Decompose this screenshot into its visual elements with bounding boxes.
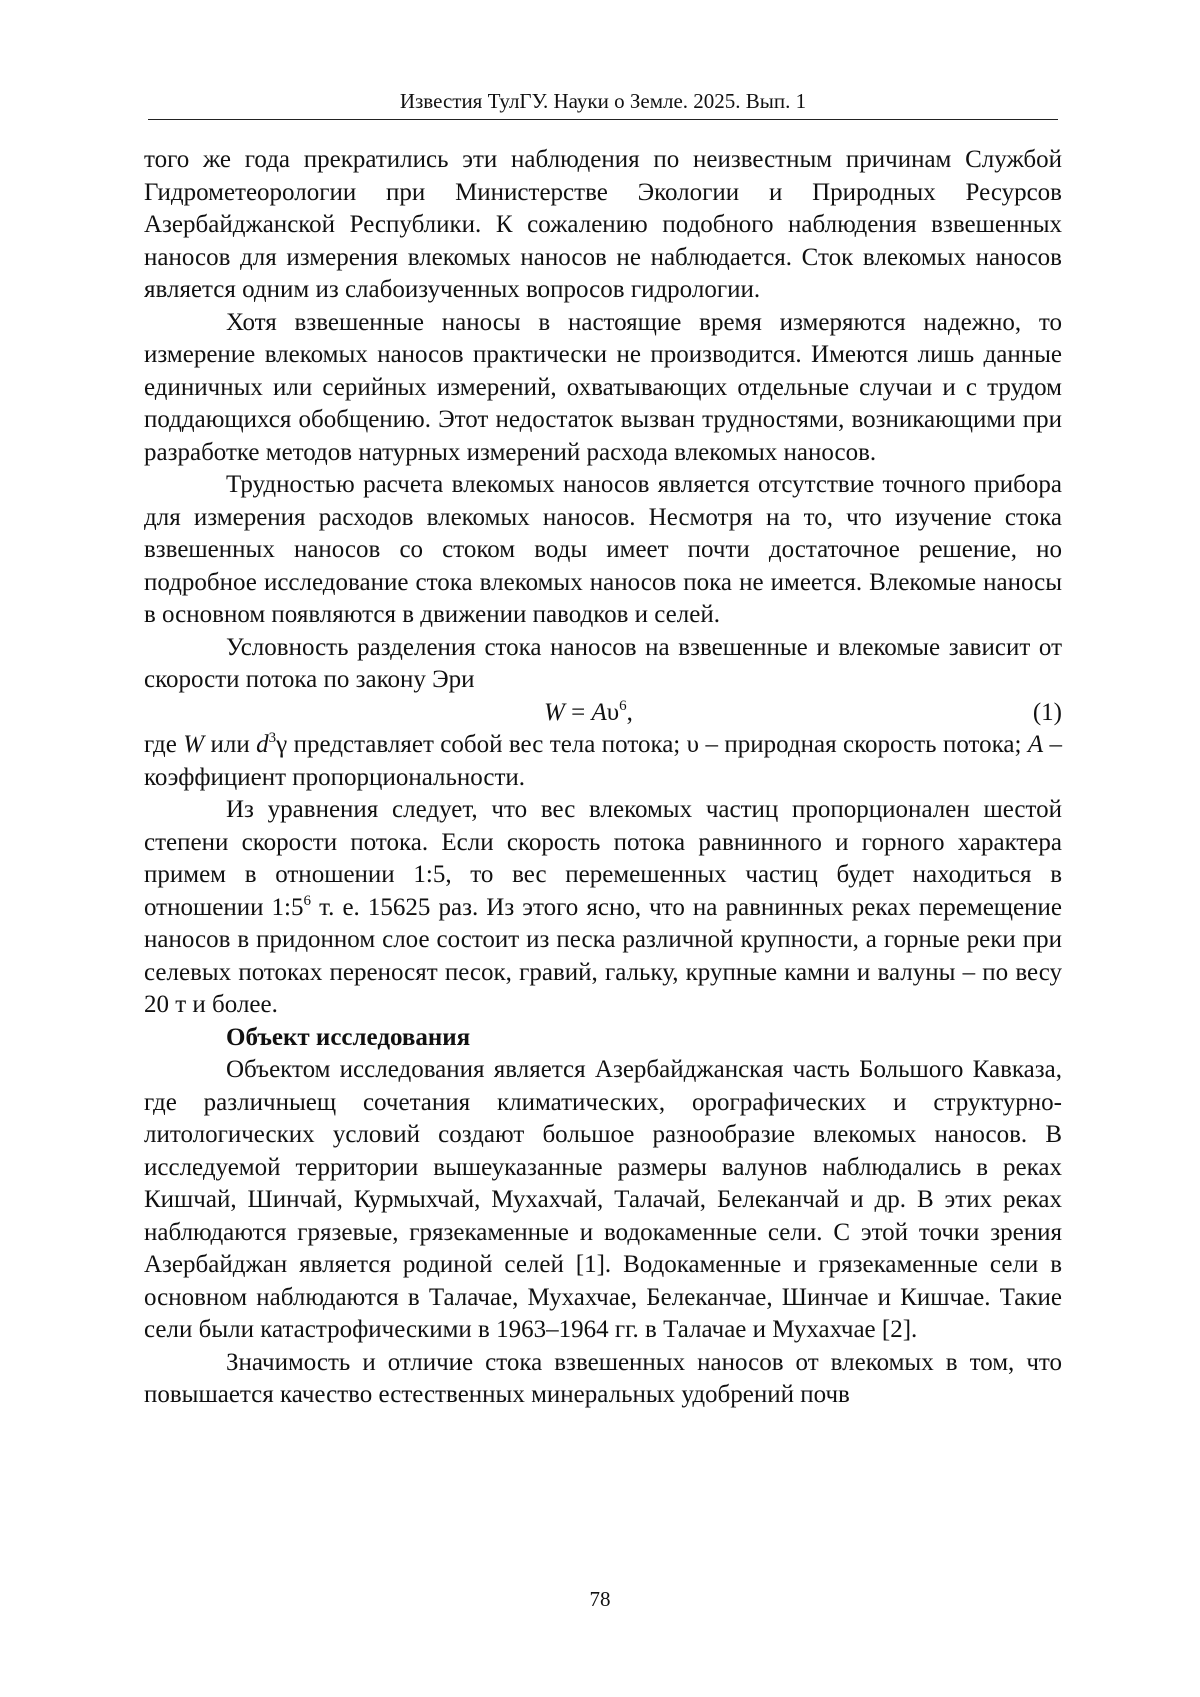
paragraph-6: Объектом исследования является Азербайджанская часть Большого Кавказа, где различныещ сочетания климатических, орографических и структурно-литологических условий создают большое разнообразие влекомых наносов. В исследуемой территории вышеуказанные размеры валунов наблюдались в реках Кишчай, Шинчай, Курмыхчай, Мухахчай, Талачай, Белеканчай и др. В этих реках наблюдаются грязевые, грязекаменные и водокаменные сели. С этой точки зрения Азербайджан является родиной селей [1]. Водокаменные и грязекаменные сели в основном наблюдаются в Талачае, Мухахчае, Белеканчае, Шинчае и Кишчае. Такие сели были катастрофическими в 1963–1964 гг. в Талачае и Мухахчае [2]. [144, 1056, 1062, 1343]
header-rule [148, 119, 1058, 120]
article-body [144, 144, 1062, 1412]
definitions-paragraph: где W или $d^3\gamma$ представляет собой вес тела потока; υ – природная скорость потока; A – коэффициент пропорциональности. [144, 730, 1063, 791]
formula-a: A [591, 698, 607, 726]
paragraph-2: Хотя взвешенные наносы в настоящие время измеряются надежно, то измерение влекомых наносов практически не производится. Имеются лишь данные единичных или серийных измерений, охватывающих отдельные случаи и с трудом поддающихся обобщению. Этот недостаток вызван трудностями, возникающими при разработке методов натурных измерений расхода влекомых наносов. [144, 308, 1062, 466]
formula-number: (1) [1032, 698, 1062, 726]
formula-exponent: 6 [619, 697, 627, 714]
paragraph-4: Условность разделения стока наносов на взвешенные и влекомые зависит от скорости потока по закону Эри [144, 633, 1062, 693]
formula-comma: , [626, 698, 633, 726]
formula-expression [544, 697, 633, 730]
symbol-d: d [256, 731, 269, 758]
paragraph-7: Значимость и отличие стока взвешенных наносов от влекомых в том, что повышается качество естественных минеральных удобрений почв [144, 1348, 1062, 1408]
paragraph-5: Из уравнения следует, что вес влекомых частиц пропорционален шестой степени скорости потока. Если скорость потока равнинного и горного характера примем в отношении 1:5, то вес перемешенных частиц будет находиться в отношении $1:5^6$ т. е. 15625 раз. Из этого ясно, что на равнинных реках перемещение наносов в придонном слое состоит из песка различной крупности, а горные реки при селевых потоках переносят песок, гравий, гальку, крупные камни и валуны – по весу 20 т и более. [144, 796, 1063, 1018]
page-number: 78 [589, 1587, 611, 1611]
formula-velocity: υ [606, 698, 620, 726]
paragraph-3: Трудностью расчета влекомых наносов является отсутствие точного прибора для измерения расходов влекомых наносов. Несмотря на то, что изучение стока взвешенных наносов со стоком воды имеет почти достаточное решение, но подробное исследование стока влекомых наносов пока не имеется. Влекомые наносы в основном появляются в движении паводков и селей. [144, 471, 1062, 628]
paragraph-1: того же года прекратились эти наблюдения по неизвестным причинам Службой Гидрометеорологии при Министерстве Экологии и Природных Ресурсов Азербайджанской Республики. К сожалению подобного наблюдения взвешенных наносов для измерения влекомых наносов не наблюдается. Сток влекомых наносов является одним из слабоизученных вопросов гидрологии. [144, 146, 1062, 303]
formula-w: W [544, 698, 565, 726]
section-heading: Объект исследования [226, 1023, 471, 1051]
power-exponent: 6 [303, 892, 311, 909]
symbol-w: W [183, 731, 205, 758]
symbol-a: A [1027, 731, 1044, 758]
running-header: Известия ТулГУ. Науки о Земле. 2025. Вып. 1 [399, 89, 807, 113]
symbol-d-exponent: 3 [268, 730, 277, 746]
formula-1 [144, 697, 1062, 730]
formula-equals: = [564, 698, 592, 726]
